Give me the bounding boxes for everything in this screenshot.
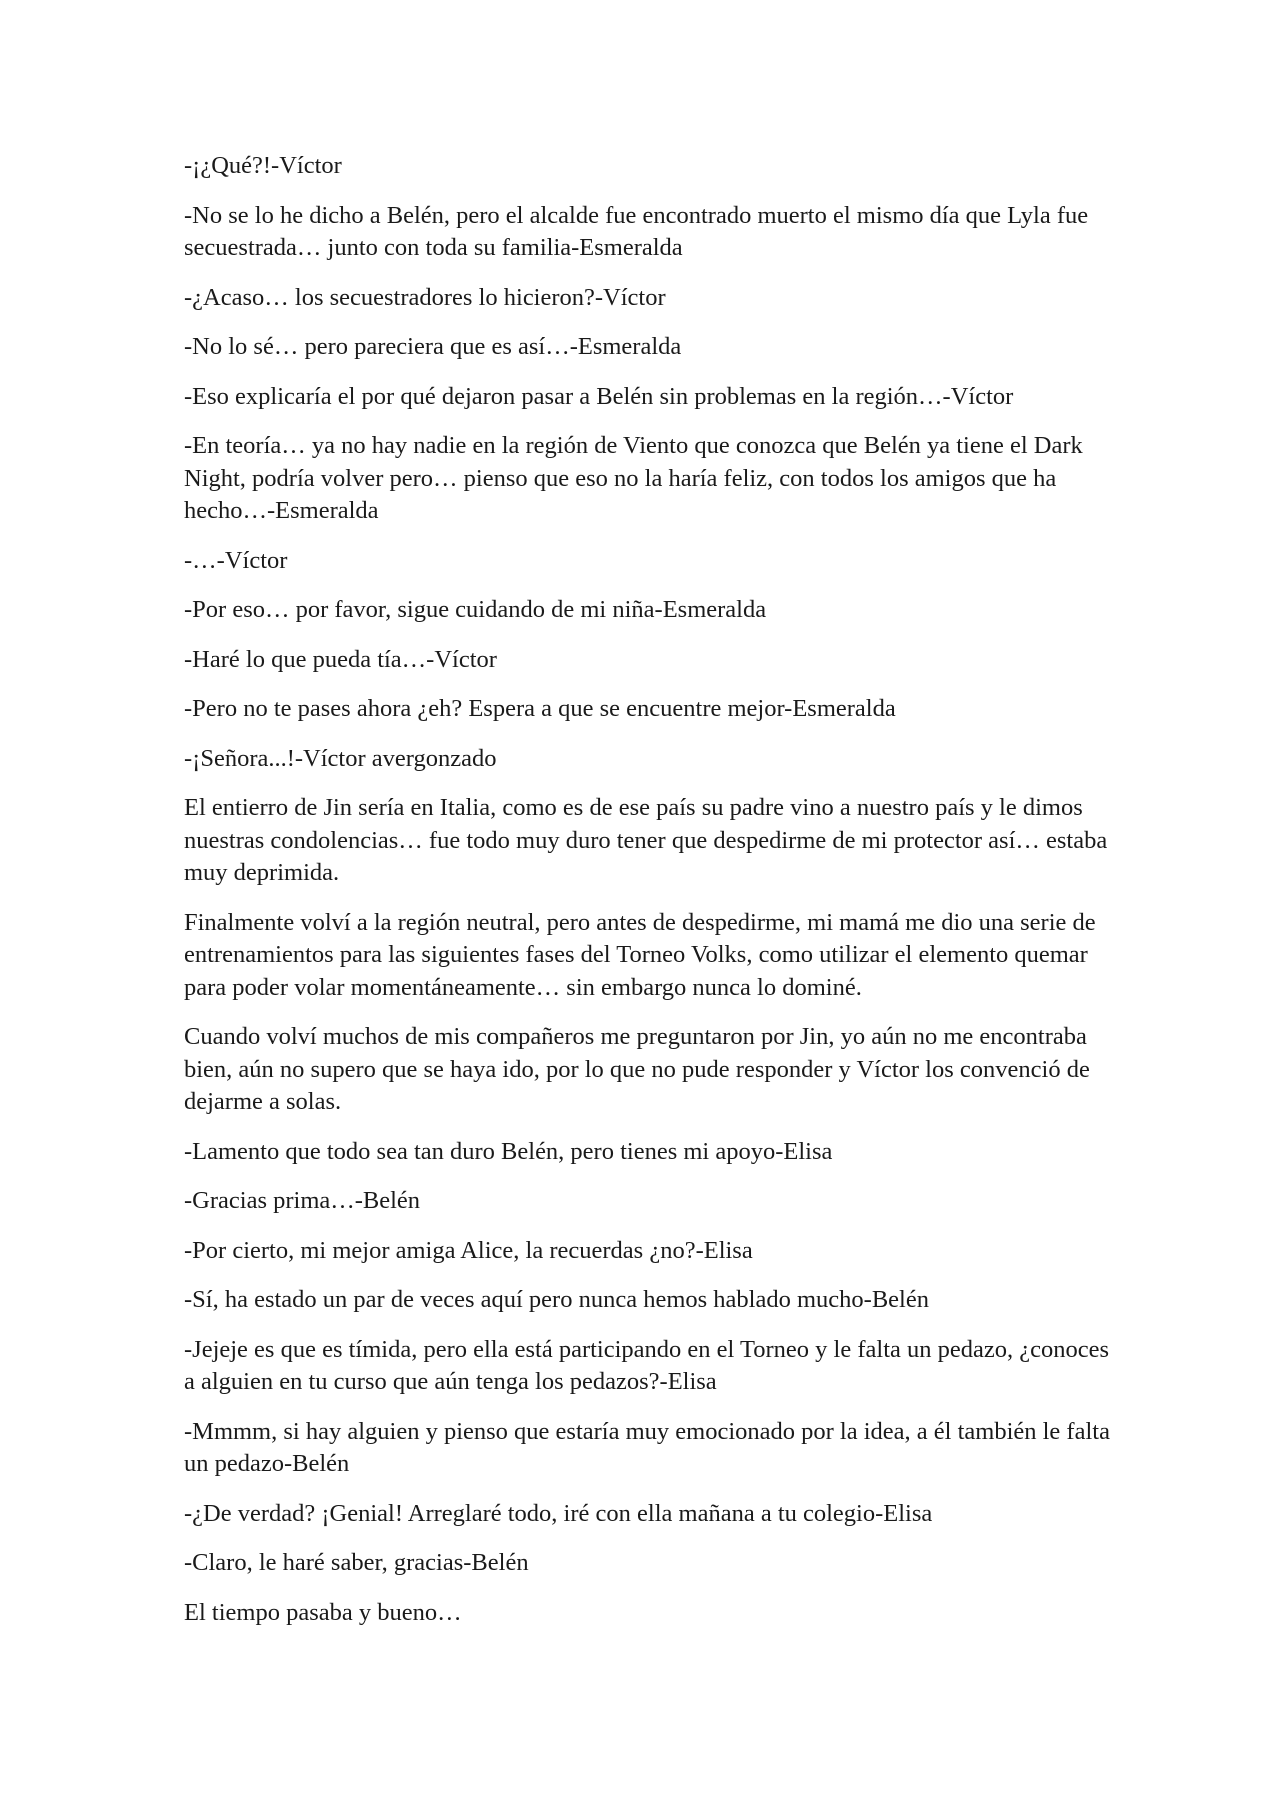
paragraph: -Haré lo que pueda tía…-Víctor bbox=[184, 645, 497, 673]
paragraph: -Por cierto, mi mejor amiga Alice, la recuerdas ¿no?-Elisa bbox=[184, 1236, 753, 1264]
paragraph: -Eso explicaría el por qué dejaron pasar a Belén sin problemas en la región…-Víctor bbox=[184, 382, 1014, 410]
paragraph: -¡Señora...!-Víctor avergonzado bbox=[184, 744, 497, 772]
paragraph: -Pero no te pases ahora ¿eh? Espera a que se encuentre mejor-Esmeralda bbox=[184, 695, 896, 722]
paragraph: -Lamento que todo sea tan duro Belén, pero tienes mi apoyo-Elisa bbox=[184, 1137, 833, 1165]
document-body bbox=[184, 150, 1114, 1646]
paragraph: -Gracias prima…-Belén bbox=[184, 1187, 421, 1214]
paragraph: Finalmente volví a la región neutral, pero antes de despedirme, mi mamá me dio una serie de entrenamientos para las siguientes fases del Torneo Volks, como utilizar el elemento quemar para poder volar momentáneamente… sin embargo nunca lo dominé. bbox=[184, 908, 1096, 1001]
paragraph: -¡¿Qué?!-Víctor bbox=[184, 152, 342, 179]
paragraph: -¿Acaso… los secuestradores lo hicieron?-Víctor bbox=[184, 283, 666, 311]
paragraph: -Claro, le haré saber, gracias-Belén bbox=[184, 1549, 529, 1576]
paragraph: -Mmmm, si hay alguien y pienso que estaría muy emocionado por la idea, a él también le falta un pedazo-Belén bbox=[184, 1417, 1110, 1477]
paragraph: -En teoría… ya no hay nadie en la región de Viento que conozca que Belén ya tiene el Dark Night, podría volver pero… pienso que eso no la haría feliz, con todos los amigos que ha hecho…-Esmeralda bbox=[184, 432, 1083, 524]
paragraph: -¿De verdad? ¡Genial! Arreglaré todo, iré con ella mañana a tu colegio-Elisa bbox=[184, 1499, 933, 1527]
paragraph: -No se lo he dicho a Belén, pero el alcalde fue encontrado muerto el mismo día que Lyla fue secuestrada… junto con toda su familia-Esmeralda bbox=[184, 201, 1089, 261]
paragraph: El tiempo pasaba y bueno… bbox=[184, 1598, 462, 1626]
paragraph: Cuando volví muchos de mis compañeros me preguntaron por Jin, yo aún no me encontraba bien, aún no supero que se haya ido, por lo que no pude responder y Víctor los convenció de dejarme a solas. bbox=[184, 1023, 1090, 1115]
paragraph: -Jejeje es que es tímida, pero ella está participando en el Torneo y le falta un pedazo, ¿conoces a alguien en tu curso que aún tenga los pedazos?-Elisa bbox=[184, 1335, 1110, 1395]
paragraph: -Por eso… por favor, sigue cuidando de mi niña-Esmeralda bbox=[184, 596, 767, 623]
paragraph: -No lo sé… pero pareciera que es así…-Esmeralda bbox=[184, 333, 682, 360]
paragraph: -…-Víctor bbox=[184, 546, 288, 574]
paragraph: El entierro de Jin sería en Italia, como es de ese país su padre vino a nuestro país y le dimos nuestras condolencias… fue todo muy duro tener que despedirme de mi protector así… estaba muy deprimida. bbox=[184, 794, 1108, 886]
paragraph: -Sí, ha estado un par de veces aquí pero nunca hemos hablado mucho-Belén bbox=[184, 1286, 929, 1313]
